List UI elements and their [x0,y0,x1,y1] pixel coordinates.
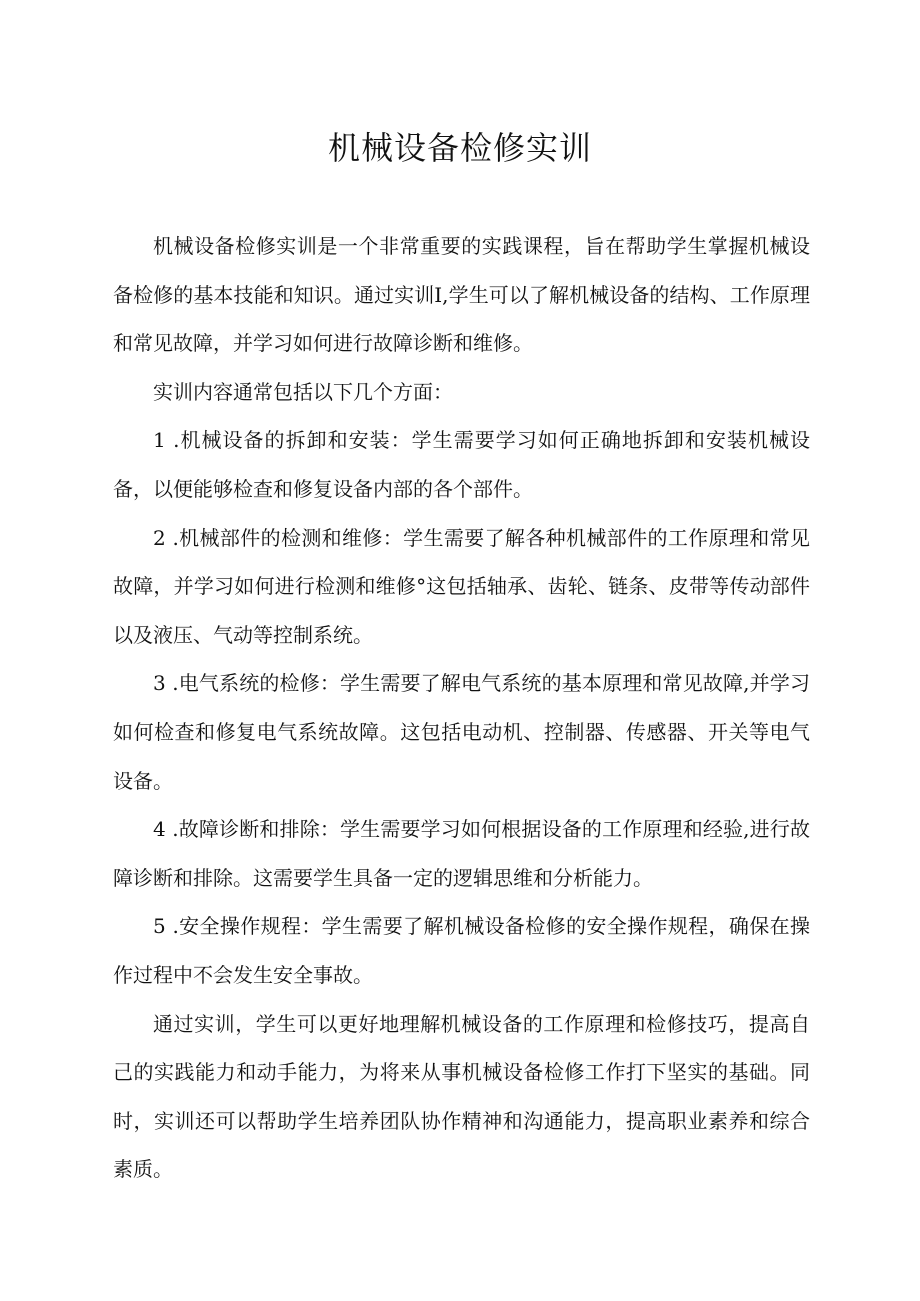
list-item-fault-diagnosis: 4 .故障诊断和排除：学生需要学习如何根据设备的工作原理和经验,进行故障诊断和排除。这需要学生具备一定的逻辑思维和分析能力。 [113,817,810,890]
list-item-disassembly: 1 .机械设备的拆卸和安装：学生需要学习如何正确地拆卸和安装机械设备，以便能够检查和修复设备内部的各个部件。 [113,428,810,501]
list-item-electrical-system: 3 .电气系统的检修：学生需要了解电气系统的基本原理和常见故障,并学习如何检查和修复电气系统故障。这包括电动机、控制器、传感器、开关等电气设备。 [113,671,810,793]
list-item-mechanical-parts: 2 .机械部件的检测和维修：学生需要了解各种机械部件的工作原理和常见故障，并学习如何进行检测和维修°这包括轴承、齿轮、链条、皮带等传动部件以及液压、气动等控制系统。 [113,525,810,647]
document-title: 机械设备检修实训 [327,129,592,167]
document-body [113,222,810,1194]
content-lead-paragraph: 实训内容通常包括以下几个方面： [153,379,453,404]
intro-paragraph: 机械设备检修实训是一个非常重要的实践课程，旨在帮助学生掌握机械设备检修的基本技能和知识。通过实训I,学生可以了解机械设备的结构、工作原理和常见故障，并学习如何进行故障诊断和维修。 [113,234,810,356]
conclusion-paragraph: 通过实训，学生可以更好地理解机械设备的工作原理和检修技巧，提高自己的实践能力和动手能力，为将来从事机械设备检修工作打下坚实的基础。同时，实训还可以帮助学生培养团队协作精神和沟通能力，提高职业素养和综合素质。 [113,1011,810,1182]
list-item-safety: 5 .安全操作规程：学生需要了解机械设备检修的安全操作规程，确保在操作过程中不会发生安全事故。 [113,914,810,987]
